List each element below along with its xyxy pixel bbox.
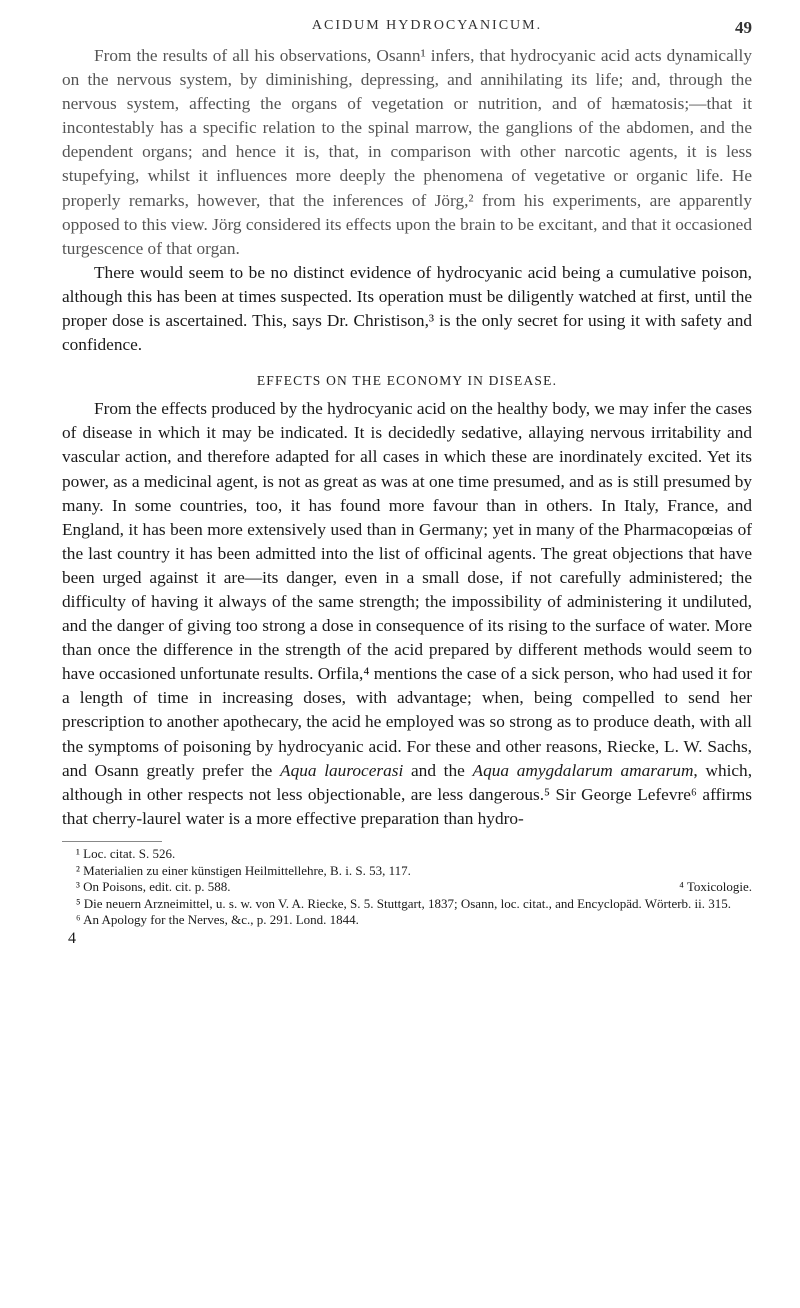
footnotes bbox=[62, 846, 752, 948]
paragraph-text-a: From the effects produced by the hydrocyanic acid on the healthy body, we may infer the cases of disease in which it may be indicated. It is decidedly sedative, allaying nervous irritability and vascular action, and therefore adapted for all cases in which these are inordinately excited. Yet its power, as a medicinal agent, is not as great as was at one time presumed, and as is still presumed by many. In some countries, too, it has found more favour than in others. In Italy, France, and England, it has been more extensively used than in Germany; yet in many of the Pharmacopœias of the last country it has been admitted into the list of officinal agents. The great objections that have been urged against it are—its danger, even in a small dose, if not carefully administered; the difficulty of having it always of the same strength; the impossibility of administering it undiluted, and the danger of giving too strong a dose in consequence of its rising to the surface of water. More than once the difference in the strength of the acid prepared by different methods would seem to have occasioned unfortunate results. Orfila,⁴ mentions the case of a sick person, who had used it for a length of time in increasing doses, with advantage; when, being compelled to send her prescription to another apothecary, the acid he employed was so strong as to produce death, with all the symptoms of poisoning by hydrocyanic acid. For these and other reasons, Riecke, L. W. Sachs, and Osann greatly prefer the bbox=[62, 399, 752, 780]
paragraph-effects-in-disease bbox=[62, 397, 752, 831]
footnote-6: ⁶ An Apology for the Nerves, &c., p. 291. Lond. 1844. bbox=[76, 912, 359, 928]
page-number: 49 bbox=[735, 18, 752, 37]
running-header bbox=[62, 18, 752, 44]
footnote-row-3-4 bbox=[62, 879, 752, 896]
paragraph-osann: From the results of all his observations, Osann¹ infers, that hydrocyanic acid acts dynamically on the nervous system, by diminishing, depressing, and annihilating its life; and, through the nervous system, affecting the organs of vegetation or nutrition, and of hæmatosis;—that it incontestably has a specific relation to the spinal marrow, the ganglions of the abdomen, and the dependent organs; and hence it is, that, in comparison with other narcotic agents, it is less stupefying, whilst it influences more deeply the phenomena of vegetative or organic life. He properly remarks, however, that the inferences of Jörg,² from his experiments, are apparently opposed to this view. Jörg considered its effects upon the brain to be excitant, and that it occasioned turgescence of that organ. bbox=[62, 46, 752, 258]
signature-mark: 4 bbox=[68, 929, 76, 947]
book-page bbox=[62, 18, 752, 947]
footnote-divider bbox=[62, 841, 162, 842]
running-title: ACIDUM HYDROCYANICUM. bbox=[311, 18, 543, 33]
footnote-1: ¹ Loc. citat. S. 526. bbox=[76, 845, 176, 861]
italic-aqua-amygdalarum: Aqua amygdalarum amararum bbox=[472, 760, 694, 780]
footnote-2: ² Materialien zu einer künstigen Heilmittellehre, B. i. S. 53, 117. bbox=[76, 862, 411, 878]
paragraph-text-and: and the bbox=[403, 760, 473, 780]
italic-aqua-laurocerasi: Aqua laurocerasi bbox=[280, 760, 404, 780]
main-text bbox=[62, 44, 752, 831]
footnote-4: ⁴ Toxicologie. bbox=[679, 879, 752, 895]
footnote-3: ³ On Poisons, edit. cit. p. 588. bbox=[76, 879, 231, 895]
paragraph-cumulative-poison: There would seem to be no distinct evidence of hydrocyanic acid being a cumulative poison, although this has been at times suspected. Its operation must be diligently watched at first, until the proper dose is ascertained. This, says Dr. Christison,³ is the only secret for using it with safety and confidence. bbox=[62, 262, 752, 355]
footnote-5: ⁵ Die neuern Arzneimittel, u. s. w. von V. A. Riecke, S. 5. Stuttgart, 1837; Osann, loc. citat., and Encyclopäd. Wörterb. ii. 315. bbox=[76, 895, 732, 911]
section-heading: EFFECTS ON THE ECONOMY IN DISEASE. bbox=[256, 373, 558, 389]
paragraph-text-b: , which, although in other respects not less objectionable, are less dangerous.⁵ Sir George Lefevre⁶ affirms that cherry-laurel water is a more effective preparation than hydro- bbox=[62, 760, 753, 828]
